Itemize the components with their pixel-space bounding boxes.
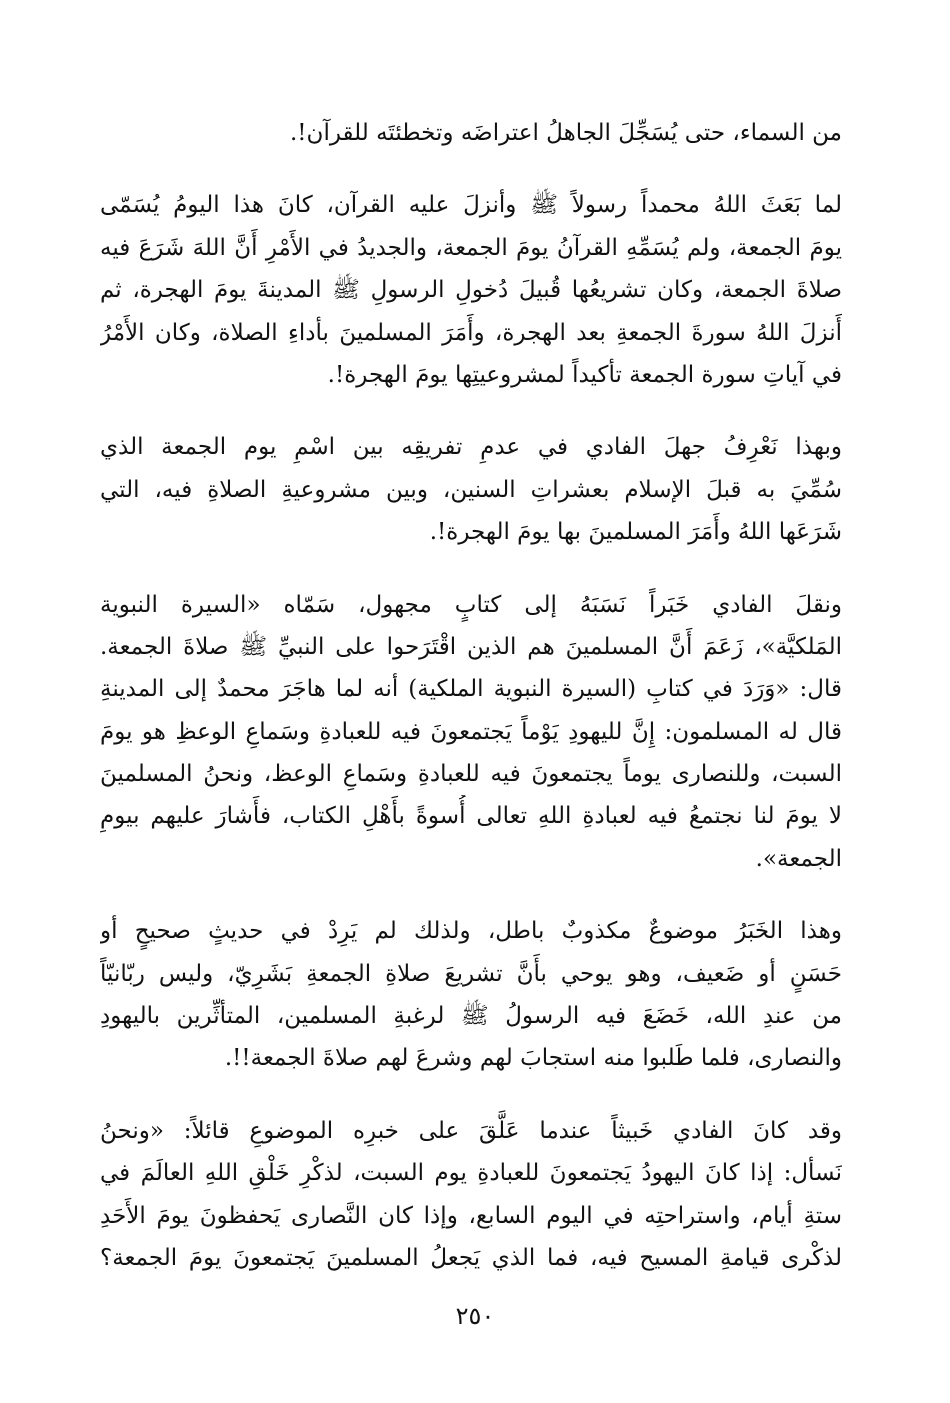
text-line: في آياتِ سورة الجمعة تأكيداً لمشروعيتِها يومَ الهجرة!. — [327, 361, 842, 388]
text-line: قال له المسلمون: إِنَّ لليهودِ يَوْماً يَجتمعونَ فيه للعبادةِ وسَماعِ الوعظِ هو يومَ — [100, 718, 842, 745]
text-line: السبت، وللنصارى يوماً يجتمعونَ فيه للعبادةِ وسَماعِ الوعظ، ونحنُ المسلمينَ — [100, 761, 842, 788]
paragraph-gap — [100, 396, 842, 426]
page-body — [100, 112, 842, 1279]
text-line: وبهذا نَعْرِفُ جهلَ الفادي في عدمِ تفريقِه بين اسْمِ يوم الجمعة الذي — [100, 434, 842, 461]
text-line: ستةِ أيام، واستراحتِه في اليوم السابع، وإذا كان النَّصارى يَحفظونَ يومَ الأَحَدِ — [100, 1202, 842, 1229]
paragraph-gap — [100, 154, 842, 184]
text-line: لا يومَ لنا نجتمعُ فيه لعبادةِ اللهِ تعالى أُسوةً بأَهْلِ الكتاب، فأَشارَ عليهم بيومِ — [100, 803, 842, 830]
text-line: يومَ الجمعة، ولم يُسَمِّهِ القرآنُ يومَ الجمعة، والجديدُ في الأَمْرِ أَنَّ اللهَ شَرَعَ فيه — [100, 234, 842, 261]
text-line: سُمِّيَ به قبلَ الإسلام بعشراتِ السنين، وبين مشروعيةِ الصلاةِ فيه، التي — [100, 476, 842, 503]
paragraph — [100, 584, 842, 881]
text-line: لما بَعَثَ اللهُ محمداً رسولاً ﷺ وأنزلَ عليه القرآن، كانَ هذا اليومُ يُسَمّى — [100, 192, 842, 219]
paragraph-gap — [100, 880, 842, 910]
text-line: قال: «وَرَدَ في كتابِ (السيرة النبوية الملكية) أنه لما هاجَرَ محمدٌ إلى المدينةِ — [100, 676, 842, 703]
text-line: ونقلَ الفادي خَبَراً نَسَبَهُ إلى كتابٍ مجهول، سَمّاه «السيرة النبوية — [100, 591, 842, 618]
text-line: أَنزلَ اللهُ سورةَ الجمعةِ بعد الهجرة، وأَمَرَ المسلمينَ بأداءِ الصلاة، وكان الأَمْرُ — [100, 319, 842, 346]
paragraph-gap — [100, 1080, 842, 1110]
text-line: حَسَنٍ أو ضَعيف، وهو يوحي بأَنَّ تشريعَ صلاةِ الجمعةِ بَشَرِيّ، وليس ربّانيّاً — [100, 960, 842, 987]
text-line: وهذا الخَبَرُ موضوعٌ مكذوبٌ باطل، ولذلك لم يَرِدْ في حديثٍ صحيحٍ أو — [100, 918, 842, 945]
text-line: المَلكيَّة»، زَعَمَ أَنَّ المسلمينَ هم الذين اقْتَرَحوا على النبيِّ ﷺ صلاةَ الجمعة. — [100, 633, 842, 660]
paragraph — [100, 112, 842, 154]
paragraph — [100, 184, 842, 396]
text-line: شَرَعَها اللهُ وأَمَرَ المسلمينَ بها يومَ الهجرة!. — [429, 519, 842, 546]
text-line: والنصارى، فلما طَلبوا منه استجابَ لهم وشرعَ لهم صلاةَ الجمعة!!. — [224, 1045, 842, 1072]
text-line: وقد كانَ الفادي خَبيثاً عندما عَلَّقَ على خبرِه الموضوعِ قائلاً: «ونحنُ — [100, 1117, 842, 1144]
paragraph — [100, 426, 842, 553]
paragraph-gap — [100, 554, 842, 584]
paragraph — [100, 1110, 842, 1280]
page-number: ٢٥٠ — [455, 1302, 495, 1330]
text-line: صلاةَ الجمعة، وكان تشريعُها قُبيلَ دُخولِ الرسولِ ﷺ المدينةَ يومَ الهجرة، ثم — [100, 277, 842, 304]
text-line: نَسأل: إذا كانَ اليهودُ يَجتمعونَ للعبادةِ يوم السبت، لذكْرِ خَلْقِ اللهِ العالَمَ في — [100, 1160, 842, 1187]
paragraph — [100, 910, 842, 1080]
text-line: من عندِ الله، خَضَعَ فيه الرسولُ ﷺ لرغبةِ المسلمين، المتأثِّرين باليهودِ — [100, 1003, 842, 1030]
text-line: لذكْرى قيامةِ المسيح فيه، فما الذي يَجعلُ المسلمينَ يَجتمعونَ يومَ الجمعة؟ — [100, 1244, 842, 1271]
text-line: الجمعة». — [755, 845, 842, 872]
text-line: من السماء، حتى يُسَجِّلَ الجاهلُ اعتراضَه وتخطئتَه للقرآن!. — [290, 120, 842, 146]
